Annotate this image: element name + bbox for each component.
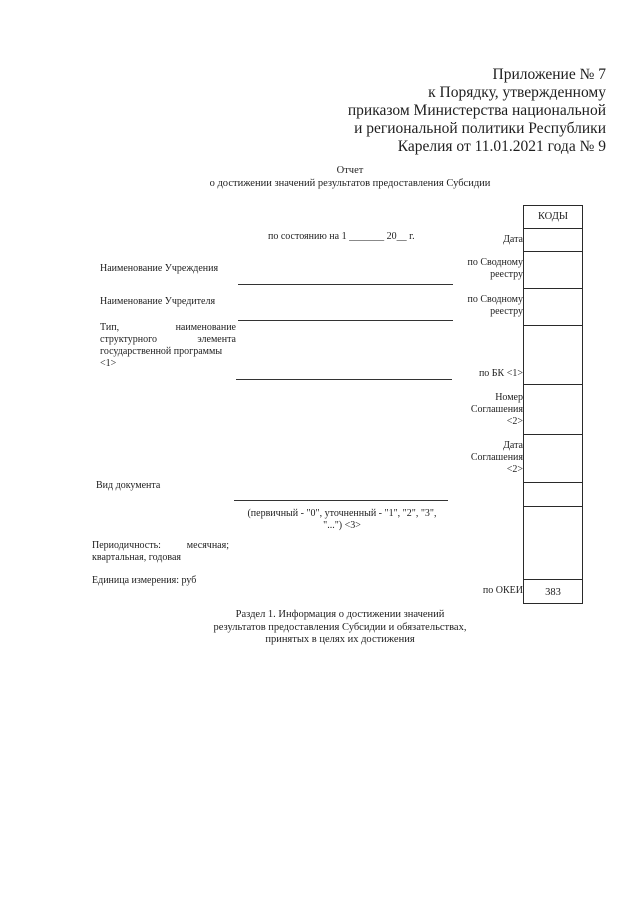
label-agreement-number-line1: Номер [495, 392, 523, 403]
label-periodicity-row1 [92, 540, 229, 552]
codes-divider [523, 482, 583, 483]
codes-divider [523, 384, 583, 385]
label-program-element-row3: государственной программы [100, 346, 223, 357]
label-svod-1 [468, 257, 523, 281]
report-subtitle: о достижении значений результатов предоставления Субсидии [209, 178, 491, 189]
codes-divider [523, 434, 583, 435]
label-agreement-number-line3: <2> [506, 416, 523, 427]
label-svod-1-line1: по Сводному [467, 257, 523, 268]
label-svod-2 [468, 294, 523, 318]
appendix-line-3: приказом Министерства национальной [347, 102, 606, 119]
codes-column [523, 205, 583, 604]
codes-divider [523, 325, 583, 326]
label-svod-1-line2: реестру [490, 269, 523, 280]
codes-divider [523, 579, 583, 580]
document-kind-field-line [234, 500, 448, 501]
label-periodicity [92, 540, 229, 564]
label-document-kind: Вид документа [96, 480, 161, 491]
label-periodicity-word: Периодичность: [92, 540, 161, 551]
section-title-line2: результатов предоставления Субсидии и обязательствах, [213, 621, 467, 633]
section-title [170, 609, 510, 647]
label-program-element [100, 322, 236, 370]
label-unit: Единица измерения: руб [92, 575, 197, 586]
label-institution: Наименование Учреждения [100, 263, 219, 274]
appendix-header [348, 66, 606, 156]
label-founder: Наименование Учредителя [100, 296, 216, 307]
label-agreement-date-line2: Соглашения [470, 452, 523, 463]
report-title: Отчет [336, 165, 364, 176]
program-element-field-line [236, 379, 452, 380]
codes-divider [523, 288, 583, 289]
label-program-element-row4: <1> [100, 358, 117, 369]
document-kind-hint [232, 508, 452, 532]
label-bk: по БК <1> [478, 368, 523, 379]
label-periodicity-word: месячная; [186, 540, 229, 551]
label-agreement-number-line2: Соглашения [470, 404, 523, 415]
codes-divider [523, 228, 583, 229]
label-agreement-date [471, 440, 523, 476]
label-agreement-date-line1: Дата [503, 440, 523, 451]
as-of-date: по состоянию на 1 _______ 20__ г. [268, 231, 415, 242]
label-okei: по ОКЕИ [482, 585, 523, 596]
label-svod-2-line1: по Сводному [467, 294, 523, 305]
codes-header: КОДЫ [537, 211, 569, 222]
codes-divider [523, 506, 583, 507]
label-program-element-word: наименование [175, 322, 236, 333]
label-program-element-word: структурного [100, 334, 157, 345]
appendix-line-4: и региональной политики Республики [354, 120, 606, 137]
document-kind-hint-line1: (первичный - "0", уточненный - "1", "2", "3", [247, 508, 437, 519]
okei-code: 383 [545, 587, 561, 598]
appendix-line-2: к Порядку, утвержденному [428, 84, 606, 101]
codes-divider [523, 251, 583, 252]
label-program-element-row2 [100, 334, 236, 346]
label-program-element-word: элемента [197, 334, 236, 345]
label-agreement-date-line3: <2> [506, 464, 523, 475]
label-agreement-number [471, 392, 523, 428]
label-date: Дата [503, 234, 523, 245]
founder-field-line [238, 320, 453, 321]
appendix-line-1: Приложение № 7 [492, 66, 606, 83]
document-kind-hint-line2: "...") <3> [323, 520, 361, 531]
institution-field-line [238, 284, 453, 285]
section-title-line1: Раздел 1. Информация о достижении значений [235, 609, 445, 620]
section-title-line3: принятых в целях их достижения [265, 634, 415, 645]
label-svod-2-line2: реестру [490, 306, 523, 317]
label-periodicity-row2: квартальная, годовая [92, 552, 181, 563]
appendix-line-5: Карелия от 11.01.2021 года № 9 [397, 138, 606, 155]
label-program-element-word: Тип, [100, 322, 120, 333]
label-program-element-row1 [100, 322, 236, 334]
